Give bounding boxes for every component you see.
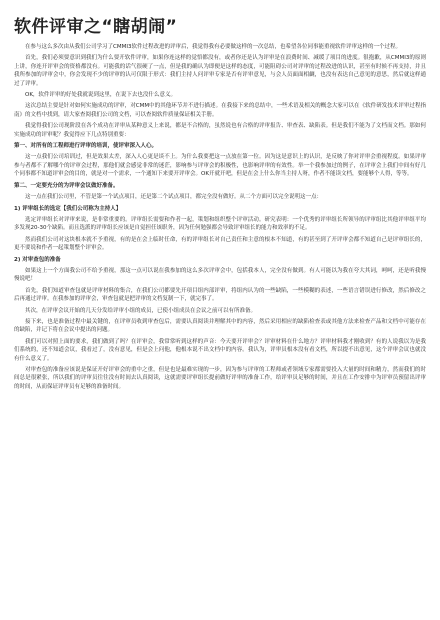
- subsection-heading: 1) 评审组长的选定【我们公司称为主持人】: [14, 205, 122, 212]
- paragraph: 选定评审组长对评审来说，是非常重要的。评审组长需要和作者一起，策划和组织整个评审活动。研究表明：一个优秀的评审组长所领导的评审组比其他评审组平均多发现20-30个缺陷。而且选派的评审组长应该是自觉担任该职务，因为任何勉强都会导致评审组长的能力和效率的不足。: [14, 216, 426, 232]
- paragraph: 在参与这么多次由从我们公司学习了CMMI3软件过程改进的评审后，我觉得我有必要做这样的一次总结，也希望各位同事能重视软件评审这样的一个过程。: [25, 44, 401, 50]
- paragraph: 如果这上一个方面我公司不给予重视，那这一点可以说在我参加的这么多次评审会中，包括我本人，完全没有做到。有人可能以为我在夸大其词，呵呵，还是听我慢慢说吧！: [14, 267, 426, 283]
- subsection-heading: 2) 对审查包的准备: [14, 256, 61, 263]
- paragraph: 然而我们公司对这块根本就不予重视，有的是在会上临时任命，有的评审组长对自己责任和主意的根本不知道，有的甚至到了开评审会都不知道自己是评审组长的，更不要说和作者一起策划整个评审会。: [14, 236, 426, 252]
- paragraph: 我们可以对照上面的要求，我们做到了吗？在评审会，我常常听到这样的声音：今天要开评审会？评审材料在什么地方？评审材料我才刚收到？有的人说我以为是我们系统的，还不知道会议，我看过了，没有意见，但是会上问他，他根本说不出文档中的内容。我认为，评审员根本没有看文档，所以提不出意见，这个评审会议也就没有什么意义了。: [14, 338, 426, 362]
- paragraph: OK，软件评审的好处我就说到这里，在说下去也没什么意义。: [25, 92, 176, 99]
- doc-title: 软件评审之“瞎胡闹”: [14, 17, 178, 37]
- paragraph: 对审查包的准备应该说是保证开好评审会的重中之重，但是也是最难实现的一步，因为参与评审的工程师或者领域专家都需要投入大量的时间和精力，然而我们的时间总是很紧张，所以我们的评审员往往没有时间去认真阅读，这就需要评审组长提前做好评审的准备工作，给评审员足够的时间，并且在工作安排中为评审员预留出评审的时间，从而保证评审员有足够的准备时间。: [14, 367, 426, 390]
- paragraph: 这一点在我们公司里，不管是第一个试点项目，还是第二个试点项目，都完全没有做好。从二个方面可以完全说明这一点：: [25, 194, 323, 201]
- paragraph: 首先，我们知道审查包就是评审材料的集合，在我们公司都要先开项目组内部评审，将组内认为的一些缺陷，一些模糊的表述，一些语言错误进行修改，然后修改之后再通过评审。在我参加的评审会，审查包就是把评审的文档复制一下，就完事了。: [14, 287, 426, 303]
- paragraph: 首先，我们必须要意识到我们为什么要开软件评审，如果你连这样的觉悟都没有，或者你还是认为评审是在浪费时间、减缓了项目的进度。很抱歉，从CMMI3的原则上讲，你连开评审会的资格都没有。可能我的话气很硬了一点，但是我的确认为即便是这样的态度，可能阻碍公司对评审的过程改进的认识，甚至有时候不再支持，并且我所参加的评审会中，你会发现不少的评审的认可仅限于形式：我们主持人问评审专家是否有评审意见，与会人员面面相觑，也没有表达自己意见的意思，然后就这样通过了评审。: [14, 55, 426, 87]
- paragraph: 我觉得我们公司现阶段在各个成功在评审从某种意义上来说，都是不合格的，虽然说也有合格的评审报告、审查表、缺陷表。但是我们不能为了文档而文档。那如何实施成功的评审呢？我觉得应下几点特别重要：: [14, 123, 426, 138]
- paragraph: 这次总结主要是针对如何实施成功的评审，对CMM中的其他环节并不进行描述。在我接下来的总结中，一些术语及相关的概念大家可以在《软件研发技术评审过程指南》的文档中找到，请大家查阅我们公司的文档，可以查阅软件质量保证相关手册。: [14, 103, 426, 118]
- paragraph: 这一点我们公司培训过，但是效果太差，深入人心更是谈不上。为什么我要把这一点放在第一位。因为这是意识上的认识，是反映了你对评审会重视程度。如果评审参与者都不了解哪个的评审会过程，那他们就会感觉非常的迷茫，影响参与评审会的积极性，也影响评审的有效性。举一个我参加过的例子，在评审会上我们中间有好几个同事都不知道评审会的目的，就是对一个需求，一个通知下来要开评审会。OK开就开吧，但是在会上什么你当主持人呀，作者不能读文档，要能够个人得，等等。: [14, 154, 426, 178]
- section-heading: 第二、一定要充分的为评审会议做好准备。: [14, 182, 119, 189]
- paragraph: 其次，在评审会议开始的几天分发给评审小组的成员，已使小组成员在会议之前可以有所准备。: [25, 307, 257, 314]
- paragraph: 接下来，也是准备过程中最关键的，在评审员收到审查包后，需要认真阅读并理解其中的内容，然后采用相应的缺陷检查表或其他方法来检查产品和文档中可能存在的缺陷，并记下将在会议中提出的问题。: [14, 318, 426, 334]
- section-heading: 第一、对所有的工程师进行评审的培训，使评审深入人心。: [14, 143, 158, 150]
